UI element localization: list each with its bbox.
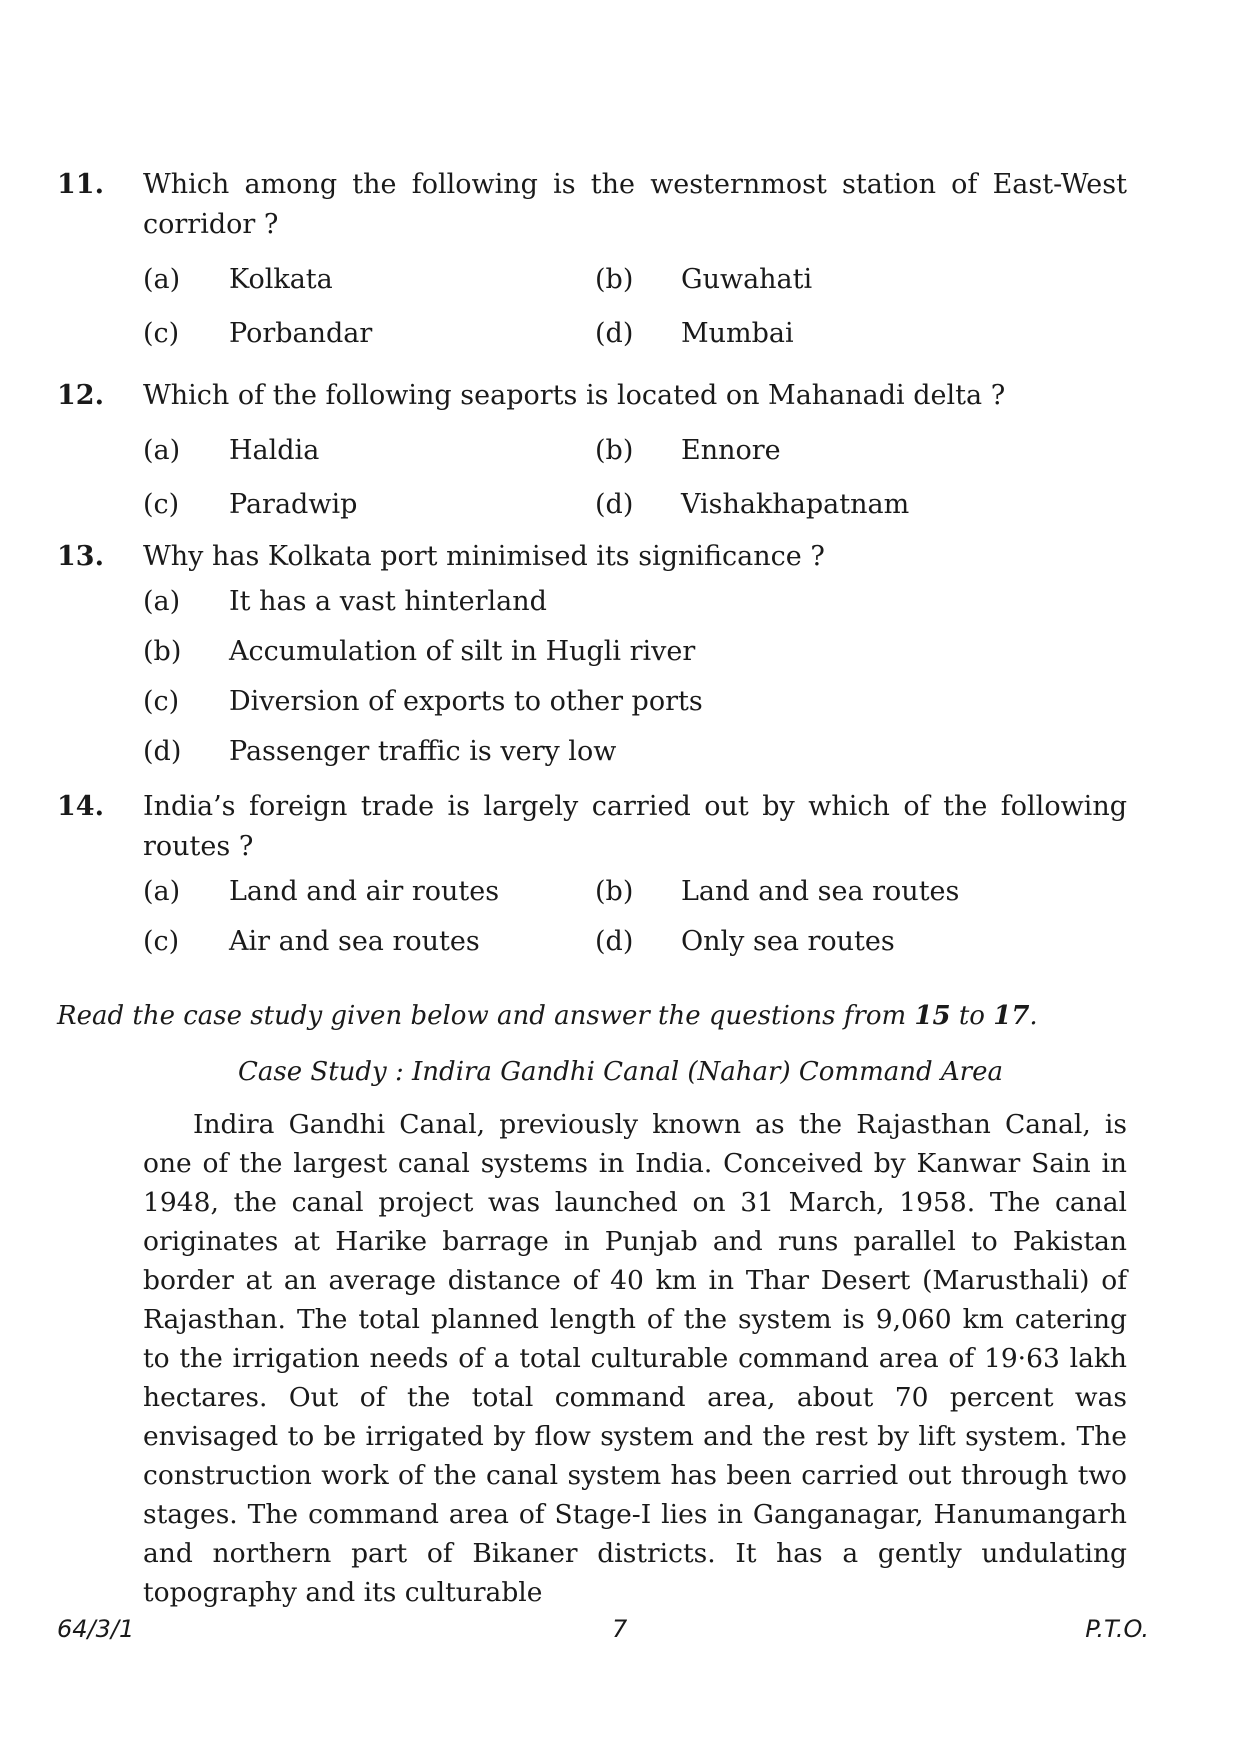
option-d: (d) Passenger traffic is very low bbox=[143, 736, 617, 767]
question-11 bbox=[57, 165, 1127, 361]
options-row bbox=[143, 917, 1127, 967]
footer-page-number: 7 bbox=[612, 1615, 628, 1643]
option-d: (d) Vishakhapatnam bbox=[595, 489, 910, 520]
option-b: (b) Guwahati bbox=[595, 264, 813, 295]
options-grid bbox=[143, 253, 1127, 361]
question-number: 11. bbox=[57, 169, 104, 200]
question-text: Which of the following seaports is located on Mahanadi delta ? bbox=[143, 380, 1006, 411]
footer-pto: P.T.O. bbox=[1085, 1615, 1149, 1643]
options-row bbox=[143, 253, 1127, 307]
option-c: (c) Porbandar bbox=[143, 318, 373, 349]
option-a: (a) Land and air routes bbox=[143, 876, 500, 907]
option-a: (a) Kolkata bbox=[143, 264, 333, 295]
options-grid bbox=[143, 867, 1127, 967]
question-number: 13. bbox=[57, 541, 104, 572]
option-c: (c) Paradwip bbox=[143, 489, 358, 520]
options-row bbox=[143, 424, 1127, 478]
option-b: (b) Accumulation of silt in Hugli river bbox=[143, 636, 696, 667]
question-12 bbox=[57, 376, 1127, 532]
options-row bbox=[143, 307, 1127, 361]
option-c: (c) Diversion of exports to other ports bbox=[143, 686, 703, 717]
options-grid bbox=[143, 424, 1127, 532]
question-number: 12. bbox=[57, 380, 104, 411]
question-text: Which among the following is the westernmost station of East-West corridor ? bbox=[143, 169, 1127, 240]
option-b: (b) Land and sea routes bbox=[595, 876, 960, 907]
case-study-title: Case Study : Indira Gandhi Canal (Nahar) Command Area bbox=[238, 1057, 1003, 1087]
option-b: (b) Ennore bbox=[595, 435, 781, 466]
option-a: (a) It has a vast hinterland bbox=[143, 586, 547, 617]
question-13 bbox=[57, 537, 1127, 777]
options-list bbox=[143, 577, 1127, 777]
option-d: (d) Only sea routes bbox=[595, 926, 895, 957]
question-text: India’s foreign trade is largely carried out by which of the following routes ? bbox=[143, 791, 1127, 862]
question-14 bbox=[57, 787, 1127, 967]
case-study-instruction: Read the case study given below and answer the questions from 15 to 17. bbox=[57, 1001, 1038, 1031]
question-text: Why has Kolkata port minimised its significance ? bbox=[143, 541, 825, 572]
footer-paper-code: 64/3/1 bbox=[57, 1615, 135, 1643]
question-number: 14. bbox=[57, 791, 104, 822]
option-a: (a) Haldia bbox=[143, 435, 320, 466]
option-d: (d) Mumbai bbox=[595, 318, 794, 349]
options-row bbox=[143, 478, 1127, 532]
option-c: (c) Air and sea routes bbox=[143, 926, 480, 957]
options-row bbox=[143, 867, 1127, 917]
case-study-paragraph: Indira Gandhi Canal, previously known as the Rajasthan Canal, is one of the largest canal systems in India. Conceived by Kanwar Sain in 1948, the canal project was launched on 31 March, 1958. The canal originates at Harike barrage in Punjab and runs parallel to Pakistan border at an average distance of 40 km in Thar Desert (Marusthali) of Rajasthan. The total planned length of the system is 9,060 km catering to the irrigation needs of a total culturable command area of 19·63 lakh hectares. Out of the total command area, about 70 percent was envisaged to be irrigated by flow system and the rest by lift system. The construction work of the canal system has been carried out through two stages. The command area of Stage-I lies in Ganganagar, Hanumangarh and northern part of Bikaner districts. It has a gently undulating topography and its culturable bbox=[143, 1109, 1127, 1608]
